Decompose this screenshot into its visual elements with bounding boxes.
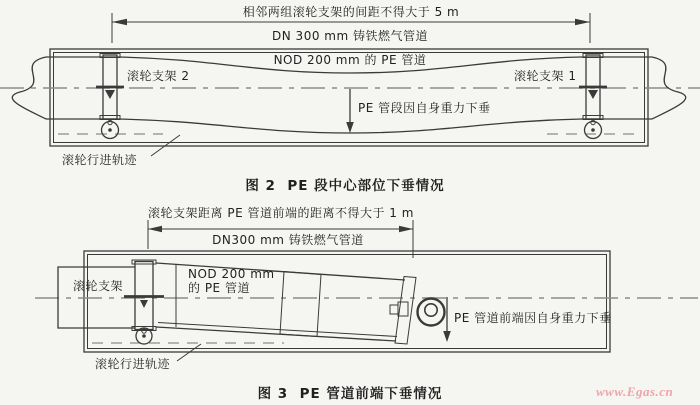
fig2-roller-bracket-left <box>96 54 124 139</box>
fig2-bracket2-label: 滚轮支架 2 <box>127 69 190 83</box>
fig3-caption: 图 3 PE 管道前端下垂情况 <box>257 386 443 402</box>
fig2-outer-pipe-label: DN 300 mm 铸铁燃气管道 <box>272 29 428 43</box>
fig2-roller-bracket-right <box>579 54 607 139</box>
fig2-caption: 图 2 PE 段中心部位下垂情况 <box>245 178 445 194</box>
fusion-coupling-icon <box>280 272 321 337</box>
fig2-roller-track <box>58 134 641 156</box>
fig3-bracket-label: 滚轮支架 <box>73 279 124 293</box>
fig3-roller-bracket <box>124 260 164 344</box>
fig3-dimension-label: 滚轮支架距离 PE 管道前端的距离不得大于 1 m <box>148 206 414 220</box>
fig2-bracket1-label: 滚轮支架 1 <box>514 69 577 83</box>
pulling-ring-icon <box>418 299 445 326</box>
fig3-track-label: 滚轮行进轨迹 <box>95 357 171 371</box>
fig2-dimension-label: 相邻两组滚轮支架的间距不得大于 5 m <box>242 5 460 19</box>
fig2-track-label: 滚轮行进轨迹 <box>62 153 138 167</box>
fig2-sag-label: PE 管段因自身重力下垂 <box>358 101 491 115</box>
fig3-cast-iron-pipe <box>84 251 610 352</box>
site-watermark: www.Egas.cn <box>596 384 674 399</box>
fig2-sag-arrow <box>346 89 354 133</box>
figure3-diagram <box>35 220 698 361</box>
fig3-pe-pipe-label-line2: 的 PE 管道 <box>188 281 250 295</box>
bolt-icon <box>390 305 398 314</box>
fig3-sag-arrow <box>443 297 451 342</box>
fig3-pe-pipe-label-line1: NOD 200 mm <box>188 267 275 281</box>
fig3-sag-label: PE 管道前端因自身重力下垂 <box>454 311 612 325</box>
fig2-pe-pipe-label: NOD 200 mm 的 PE 管道 <box>273 53 427 67</box>
fig3-outer-pipe-label: DN300 mm 铸铁燃气管道 <box>212 233 364 247</box>
